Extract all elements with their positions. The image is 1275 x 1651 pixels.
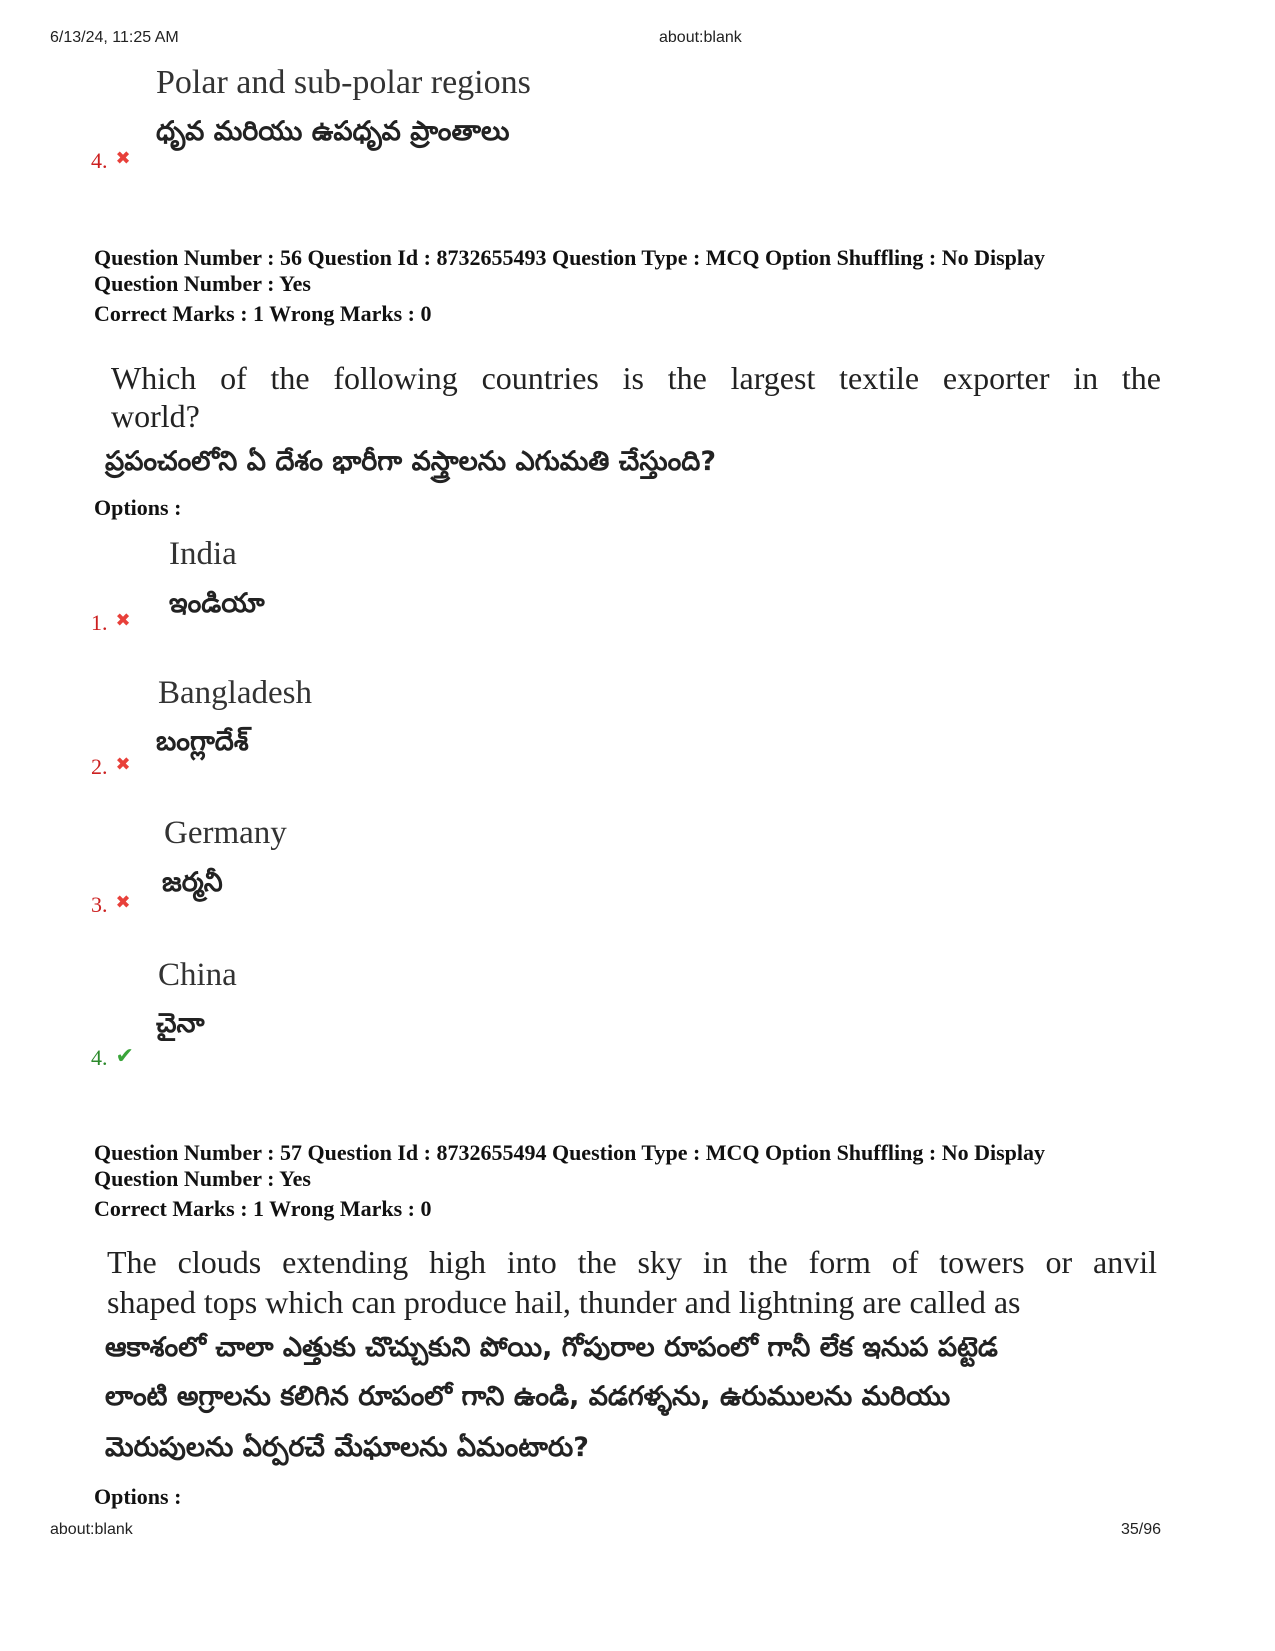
q56-option-3-english: Germany bbox=[164, 815, 287, 851]
option-number-label: 3. bbox=[91, 892, 108, 917]
q57-marks: Correct Marks : 1 Wrong Marks : 0 bbox=[94, 1196, 432, 1221]
q56-option-4-english: China bbox=[158, 957, 237, 993]
q56-option-2-number bbox=[91, 754, 131, 780]
footer-url: about:blank bbox=[50, 1521, 133, 1538]
q56-option-3-telugu: జర్మనీ bbox=[162, 867, 223, 898]
q57-text-english-line2: shaped tops which can produce hail, thunder and lightning are called as bbox=[107, 1284, 1021, 1320]
q57-meta-line2: Question Number : Yes bbox=[94, 1166, 311, 1191]
check-icon: ✔ bbox=[115, 1044, 134, 1069]
q57-options-label: Options : bbox=[94, 1484, 182, 1509]
q56-option-3-number bbox=[91, 892, 131, 918]
print-datetime: 6/13/24, 11:25 AM bbox=[50, 29, 179, 46]
q56-option-4-telugu: చైనా bbox=[156, 1008, 205, 1039]
q56-text-english-line1: Which of the following countries is the largest textile exporter in the bbox=[111, 360, 1161, 396]
q56-text-english-line2: world? bbox=[111, 398, 200, 434]
option-number-label: 2. bbox=[91, 754, 108, 779]
prev-option-4-number bbox=[91, 148, 131, 174]
q56-text-telugu: ప్రపంచంలోని ఏ దేశం భారీగా వస్త్రాలను ఎగుమతి చేస్తుంది? bbox=[105, 446, 717, 477]
prev-option-4-english: Polar and sub-polar regions bbox=[156, 64, 531, 101]
q56-option-1-english: India bbox=[169, 536, 237, 572]
cross-icon: ✖ bbox=[115, 148, 131, 169]
option-number-label: 1. bbox=[91, 610, 108, 635]
q56-option-4-number bbox=[91, 1044, 134, 1071]
q56-option-2-english: Bangladesh bbox=[158, 675, 312, 711]
cross-icon: ✖ bbox=[115, 610, 131, 631]
q56-options-label: Options : bbox=[94, 495, 182, 520]
option-number-label: 4. bbox=[91, 148, 108, 173]
cross-icon: ✖ bbox=[115, 754, 131, 775]
q56-option-2-telugu: బంగ్లాదేశ్ bbox=[156, 726, 249, 757]
q56-meta-line1: Question Number : 56 Question Id : 8732655493 Question Type : MCQ Option Shuffling : No Display bbox=[94, 245, 1046, 270]
q57-text-telugu-line1: ఆకాశంలో చాలా ఎత్తుకు చొచ్చుకుని పోయి, గోపురాల రూపంలో గానీ లేక ఇనుప పట్టెడ bbox=[105, 1332, 998, 1363]
page-number: 35/96 bbox=[1121, 1521, 1162, 1538]
q56-meta-line2: Question Number : Yes bbox=[94, 271, 311, 296]
q56-option-1-telugu: ఇండియా bbox=[169, 588, 265, 619]
q57-meta-line1: Question Number : 57 Question Id : 8732655494 Question Type : MCQ Option Shuffling : No Display bbox=[94, 1140, 1046, 1165]
option-number-label: 4. bbox=[91, 1045, 108, 1070]
q57-text-telugu-line3: మెరుపులను ఏర్పరచే మేఘాలను ఏమంటారు? bbox=[105, 1432, 589, 1463]
cross-icon: ✖ bbox=[115, 892, 131, 913]
page-title: about:blank bbox=[659, 29, 742, 46]
prev-option-4-telugu: ధృవ మరియు ఉపధృవ ప్రాంతాలు bbox=[156, 116, 510, 147]
q57-text-telugu-line2: లాంటి అగ్రాలను కలిగిన రూపంలో గాని ఉండి, వడగళ్ళను, ఉరుములను మరియు bbox=[105, 1381, 951, 1412]
q56-option-1-number bbox=[91, 610, 131, 636]
q57-text-english-line1: The clouds extending high into the sky in the form of towers or anvil bbox=[107, 1244, 1157, 1280]
q56-marks: Correct Marks : 1 Wrong Marks : 0 bbox=[94, 301, 432, 326]
